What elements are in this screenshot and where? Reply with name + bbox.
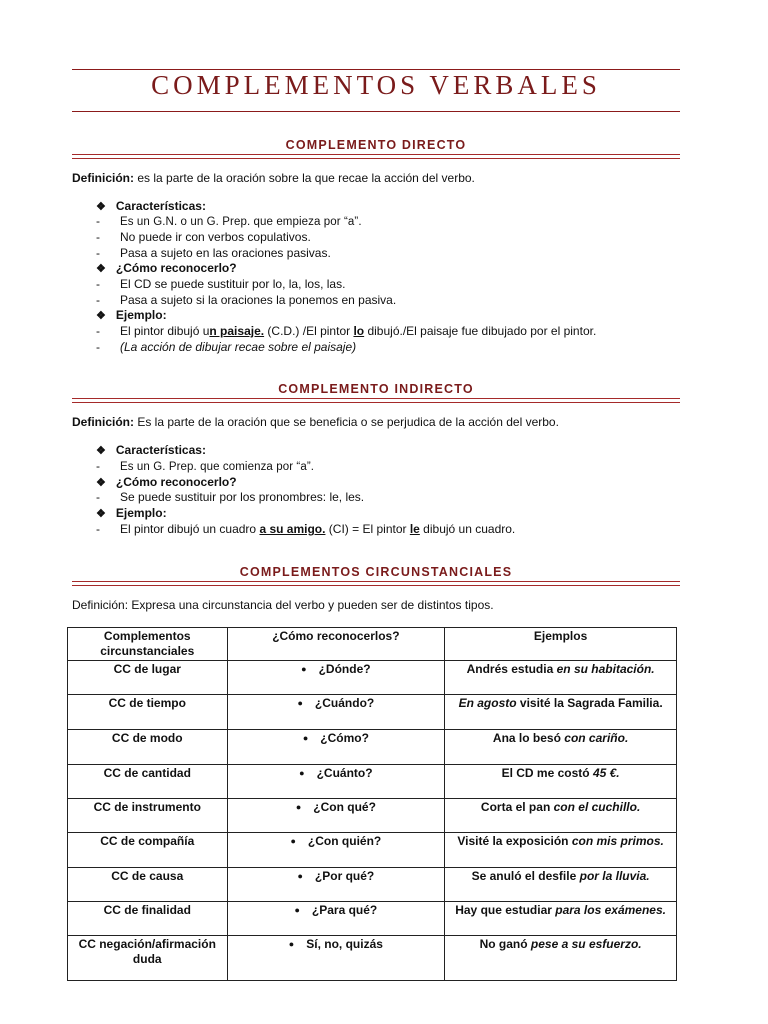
table-row: [68, 936, 677, 981]
cd-caracteristicas-heading: ❖ Características:: [96, 199, 206, 213]
table-row: [68, 765, 677, 799]
table-row: [68, 730, 677, 765]
section-heading-cd: COMPLEMENTO DIRECTO: [285, 138, 467, 152]
cc-question-cell: ● ¿Por qué?: [227, 868, 445, 902]
cd-reconocer-heading: ❖ ¿Cómo reconocerlo?: [96, 261, 237, 275]
list-item: - Es un G. Prep. que comienza por “a”.: [96, 459, 315, 473]
column-header: ¿Cómo reconocerlos?: [227, 628, 445, 661]
cc-type-cell: CC de instrumento: [68, 799, 228, 833]
ci-ejemplo-heading: ❖ Ejemplo:: [96, 506, 167, 520]
cc-example-cell: Se anuló el desfile por la lluvia.: [445, 868, 677, 902]
section-divider-ci: [72, 398, 680, 403]
bullet-dot-icon: ●: [294, 905, 300, 915]
bullet-dot-icon: ●: [301, 664, 307, 674]
cd-ejemplo-line: - El pintor dibujó un paisaje. (C.D.) /El pintor lo dibujó./El paisaje fue dibujado por el pintor.: [96, 324, 597, 338]
ci-definition: Definición: Es la parte de la oración que se beneficia o se perjudica de la acción del verbo.: [72, 415, 559, 429]
section-divider-cc: [72, 581, 680, 586]
bullet-dot-icon: ●: [290, 836, 296, 846]
cc-type-cell: CC de lugar: [68, 661, 228, 695]
diamond-bullet-icon: ❖: [96, 508, 106, 520]
bullet-dot-icon: ●: [288, 939, 295, 949]
cc-type-cell: CC de compañía: [68, 833, 228, 868]
cc-type-cell: CC negación/afirmación duda: [68, 936, 228, 981]
cc-example-cell: Hay que estudiar para los exámenes.: [445, 902, 677, 936]
cc-example-cell: Ana lo besó con cariño.: [445, 730, 677, 765]
cc-question-cell: ● ¿Cuánto?: [227, 765, 445, 799]
cc-example-cell: No ganó pese a su esfuerzo.: [445, 936, 677, 981]
cc-question-cell: ● ¿Cómo?: [227, 730, 445, 765]
diamond-bullet-icon: ❖: [96, 263, 106, 275]
cc-type-cell: CC de modo: [68, 730, 228, 765]
cc-question-cell: ● ¿Dónde?: [227, 661, 445, 695]
diamond-bullet-icon: ❖: [96, 445, 106, 457]
cc-question-cell: ● ¿Para qué?: [227, 902, 445, 936]
bullet-dot-icon: ●: [299, 768, 305, 778]
cc-example-cell: Andrés estudia en su habitación.: [445, 661, 677, 695]
cd-ejemplo-heading: ❖ Ejemplo:: [96, 308, 167, 322]
cc-type-cell: CC de cantidad: [68, 765, 228, 799]
bullet-dot-icon: ●: [295, 802, 302, 812]
cc-table: [67, 627, 677, 981]
list-item: - Se puede sustituir por los pronombres: le, les.: [96, 490, 365, 504]
ci-ejemplo-line: - El pintor dibujó un cuadro a su amigo. (CI) = El pintor le dibujó un cuadro.: [96, 522, 516, 536]
cd-definition: Definición: es la parte de la oración sobre la que recae la acción del verbo.: [72, 171, 475, 185]
table-row: [68, 695, 677, 730]
list-item: - Pasa a sujeto en las oraciones pasivas.: [96, 246, 331, 260]
cc-question-cell: ● ¿Con qué?: [227, 799, 445, 833]
bullet-dot-icon: ●: [297, 871, 303, 881]
cc-question-cell: ● Sí, no, quizás: [227, 936, 445, 981]
section-heading-cc: COMPLEMENTOS CIRCUNSTANCIALES: [239, 565, 513, 579]
column-header: Complementos circunstanciales: [68, 628, 228, 661]
cc-question-cell: ● ¿Con quién?: [227, 833, 445, 868]
cc-definition: Definición: Expresa una circunstancia del verbo y pueden ser de distintos tipos.: [72, 598, 494, 612]
section-divider-cd: [72, 154, 680, 159]
table-row: [68, 799, 677, 833]
cc-example-cell: Corta el pan con el cuchillo.: [445, 799, 677, 833]
table-row: [68, 902, 677, 936]
cc-question-cell: ● ¿Cuándo?: [227, 695, 445, 730]
page-title: COMPLEMENTOS VERBALES: [151, 70, 601, 100]
cc-example-cell: En agosto visité la Sagrada Familia.: [445, 695, 677, 730]
column-header: Ejemplos: [445, 628, 677, 661]
title-bottom-rule: [72, 111, 680, 112]
cd-ejemplo-note: - (La acción de dibujar recae sobre el paisaje): [96, 340, 357, 354]
ci-reconocer-heading: ❖ ¿Cómo reconocerlo?: [96, 475, 237, 489]
list-item: - El CD se puede sustituir por lo, la, los, las.: [96, 277, 346, 291]
table-row: [68, 661, 677, 695]
cc-type-cell: CC de causa: [68, 868, 228, 902]
cc-example-cell: El CD me costó 45 €.: [445, 765, 677, 799]
diamond-bullet-icon: ❖: [96, 310, 106, 322]
section-heading-ci: COMPLEMENTO INDIRECTO: [278, 382, 474, 396]
table-header-row: [68, 628, 677, 661]
ci-caracteristicas-heading: ❖ Características:: [96, 443, 206, 457]
bullet-dot-icon: ●: [302, 733, 309, 743]
list-item: - Es un G.N. o un G. Prep. que empieza por “a”.: [96, 214, 362, 228]
list-item: - Pasa a sujeto si la oraciones la ponemos en pasiva.: [96, 293, 397, 307]
diamond-bullet-icon: ❖: [96, 477, 106, 489]
diamond-bullet-icon: ❖: [96, 201, 106, 213]
cc-type-cell: CC de tiempo: [68, 695, 228, 730]
cc-example-cell: Visité la exposición con mis primos.: [445, 833, 677, 868]
table-row: [68, 868, 677, 902]
list-item: - No puede ir con verbos copulativos.: [96, 230, 311, 244]
cc-type-cell: CC de finalidad: [68, 902, 228, 936]
table-row: [68, 833, 677, 868]
bullet-dot-icon: ●: [297, 698, 303, 708]
